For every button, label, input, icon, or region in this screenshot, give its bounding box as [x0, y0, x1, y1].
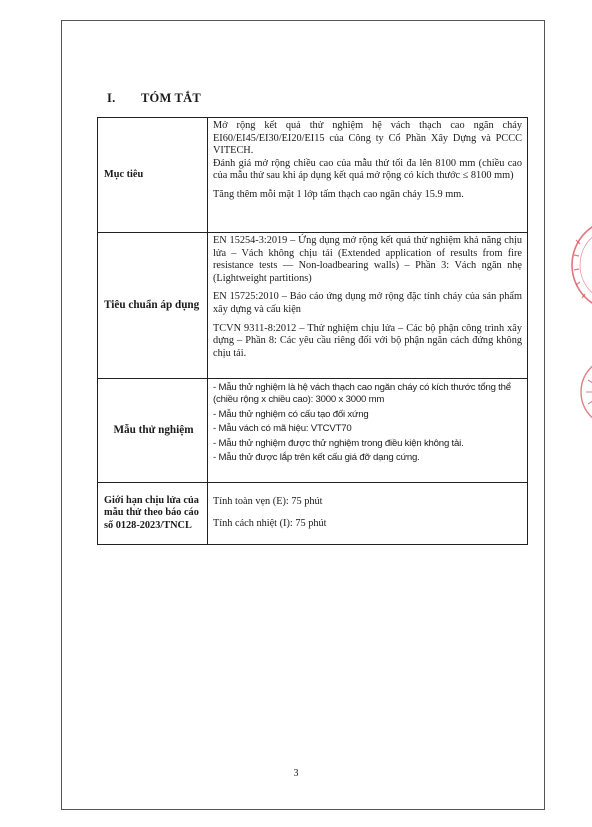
row-label-objective: Mục tiêu	[98, 118, 208, 233]
specimen-bullet-3: - Mẫu vách có mã hiệu: VTCVT70	[213, 423, 352, 435]
specimen-bullet-5: - Mẫu thử được lắp trên kết cấu giá đỡ dạng cứng.	[213, 452, 420, 464]
objective-para-2: Đánh giá mở rộng chiều cao của mẫu thử tối đa lên 8100 mm (chiều cao của mẫu thử sau khi áp dụng kết quả mở rộng có kích thước ≤ 8100 mm)	[213, 157, 522, 182]
row-label-fire-limit: Giới hạn chịu lửa của mẫu thử theo báo cáo số 0128-2023/TNCL	[98, 483, 208, 545]
fire-limit-integrity: Tính toàn vẹn (E): 75 phút	[213, 496, 323, 508]
row-content-standards	[208, 233, 528, 379]
red-stamp-seal	[566, 210, 592, 320]
standard-para-3: TCVN 9311-8:2012 – Thử nghiệm chịu lửa – Các bộ phận công trình xây dựng – Phần 8: Các yêu cầu riêng đối với bộ phận ngăn cách đứng không chịu tải.	[213, 322, 522, 359]
row-content-objective	[208, 118, 528, 233]
standard-para-2: EN 15725:2010 – Báo cáo ứng dụng mở rộng đặc tính cháy của sản phẩm xây dựng và cấu kiện	[213, 291, 522, 315]
standard-para-1: EN 15254-3:2019 – Ứng dụng mở rộng kết quả thử nghiệm khả năng chịu lửa – Vách không chịu tải (Extended application of results from fire resistance tests — Non-loadbearing walls) – Phần 3: Vách ngăn nhẹ (Lightweight partitions)	[213, 235, 522, 284]
row-standards	[98, 233, 528, 379]
row-specimen	[98, 379, 528, 483]
fire-limit-insulation: Tính cách nhiệt (I): 75 phút	[213, 518, 327, 529]
red-stamp-seal-partial	[578, 352, 592, 432]
page-number: 3	[293, 768, 299, 779]
summary-table	[97, 117, 528, 545]
section-title: TÓM TẮT	[141, 91, 201, 105]
specimen-bullet-2: - Mẫu thử nghiệm có cấu tạo đối xứng	[213, 408, 369, 420]
row-fire-limit	[98, 483, 528, 545]
row-objective	[98, 118, 528, 233]
row-content-specimen	[208, 379, 528, 483]
row-label-specimen: Mẫu thử nghiệm	[98, 379, 208, 483]
objective-para-1: Mở rộng kết quả thử nghiệm hệ vách thạch cao ngăn cháy EI60/EI45/EI30/EI20/EI15 của Công ty Cổ Phần Xây Dựng và PCCC VITECH.	[213, 120, 522, 157]
objective-para-3: Tăng thêm mỗi mặt 1 lớp tấm thạch cao ngăn cháy 15.9 mm.	[213, 188, 464, 200]
row-content-fire-limit	[208, 483, 528, 545]
specimen-bullet-1: - Mẫu thử nghiệm là hệ vách thạch cao ngăn cháy có kích thước tổng thể (chiều rộng x chiều cao): 3000 x 3000 mm	[213, 382, 511, 406]
specimen-bullet-4: - Mẫu thử nghiệm được thử nghiệm trong điều kiện không tải.	[213, 437, 464, 449]
row-label-standards: Tiêu chuẩn áp dụng	[98, 233, 208, 379]
section-heading	[107, 91, 201, 106]
section-number: I.	[107, 91, 116, 105]
